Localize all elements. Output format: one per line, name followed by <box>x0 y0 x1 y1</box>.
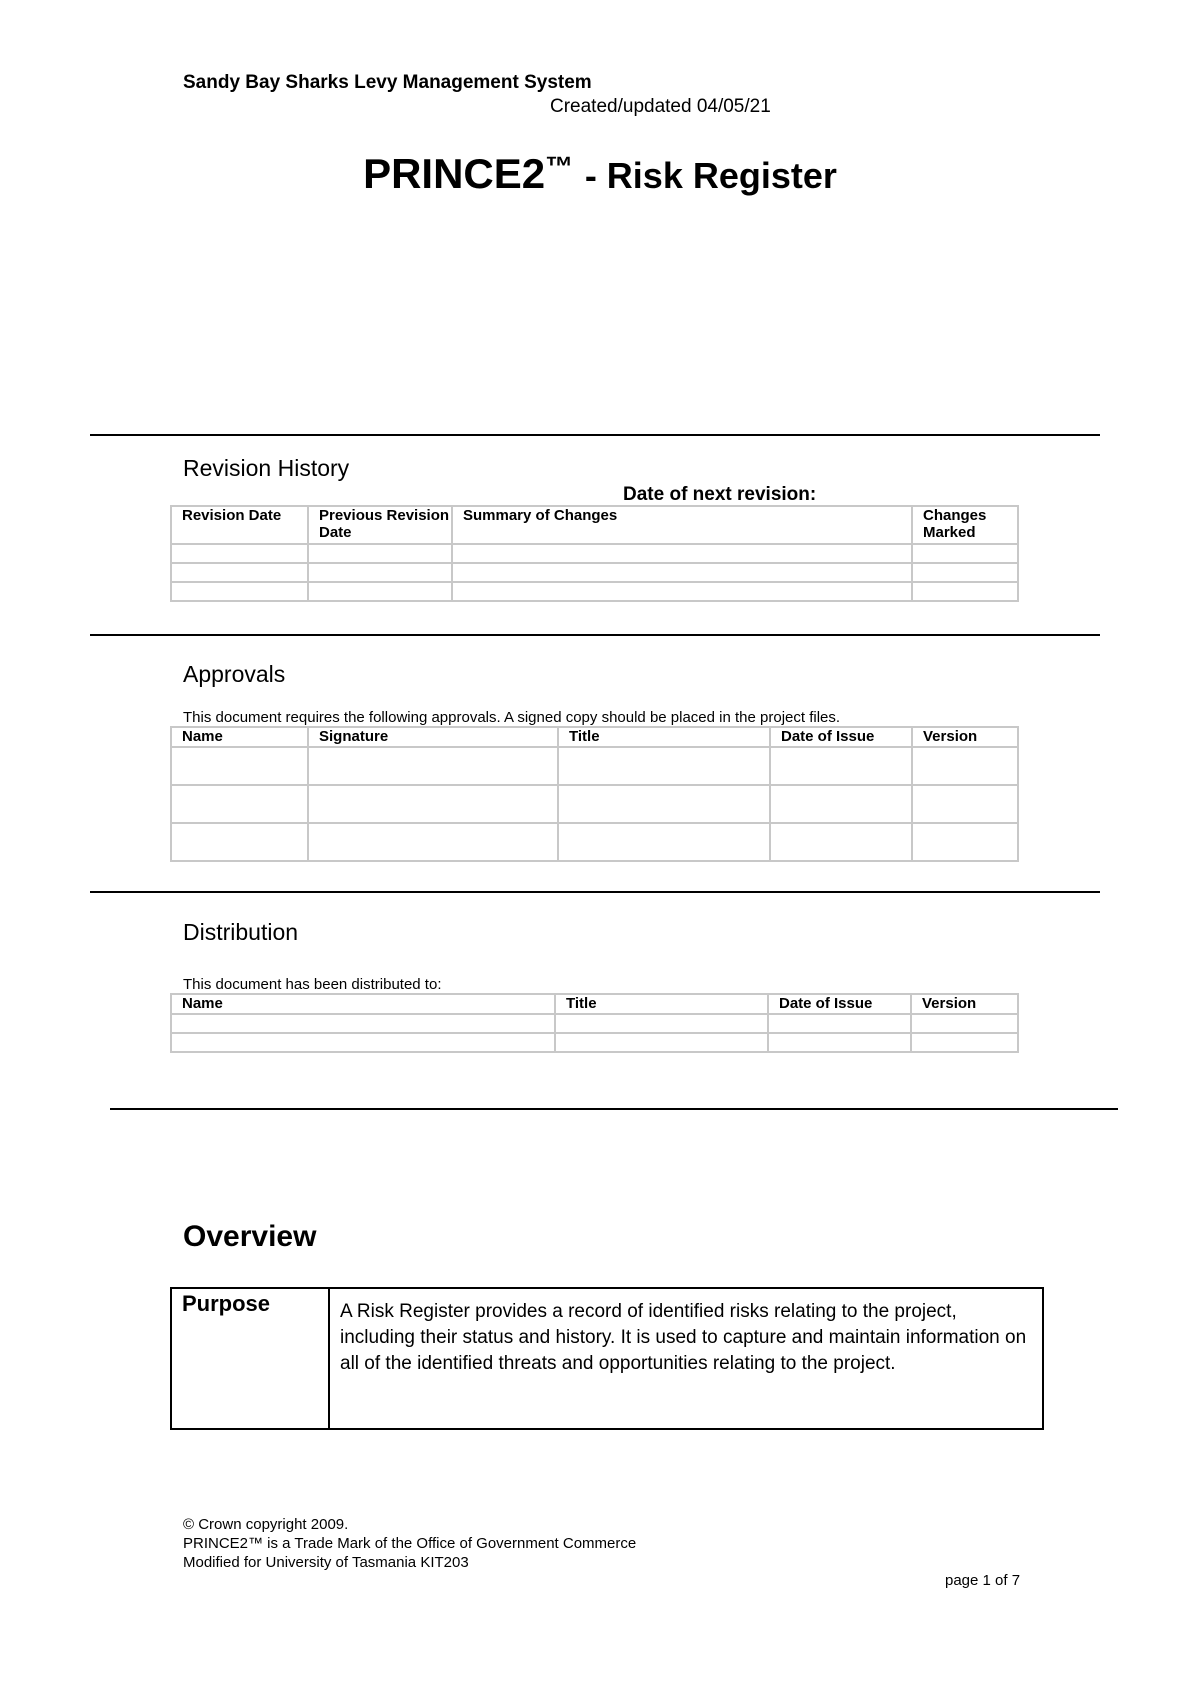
table-cell[interactable] <box>308 747 558 785</box>
table-cell[interactable] <box>912 563 1018 582</box>
revision-history-table <box>170 505 1019 602</box>
purpose-text: A Risk Register provides a record of identified risks relating to the project, including their status and history. It is used to capture and maintain information on all of the identified threats and opportunities relating to the project. <box>329 1288 1043 1429</box>
column-header: Signature <box>308 727 558 747</box>
column-header: Name <box>171 994 555 1014</box>
purpose-label: Purpose <box>171 1288 329 1429</box>
table-cell[interactable] <box>308 582 452 601</box>
overview-heading: Overview <box>183 1220 317 1253</box>
table-cell[interactable] <box>308 823 558 861</box>
table-cell[interactable] <box>912 785 1018 823</box>
table-row <box>171 1033 1018 1052</box>
table-header-row <box>171 506 1018 544</box>
table-cell[interactable] <box>171 1014 555 1033</box>
table-row <box>171 544 1018 563</box>
document-title <box>0 150 1200 198</box>
section-divider <box>90 891 1100 893</box>
table-cell[interactable] <box>171 1033 555 1052</box>
table-cell[interactable] <box>912 747 1018 785</box>
column-header: Changes Marked <box>912 506 1018 544</box>
table-cell[interactable] <box>308 544 452 563</box>
table-cell[interactable] <box>911 1033 1018 1052</box>
table-cell[interactable] <box>770 747 912 785</box>
title-main: PRINCE2 <box>363 150 546 197</box>
table-cell[interactable] <box>171 563 308 582</box>
modified-text: Modified for University of Tasmania KIT203 <box>183 1554 469 1571</box>
table-header-row <box>171 994 1018 1014</box>
table-row <box>171 823 1018 861</box>
column-header: Title <box>558 727 770 747</box>
distribution-intro: This document has been distributed to: <box>183 976 442 993</box>
column-header: Version <box>912 727 1018 747</box>
table-cell[interactable] <box>912 544 1018 563</box>
table-cell[interactable] <box>768 1014 911 1033</box>
table-cell[interactable] <box>912 582 1018 601</box>
table-cell[interactable] <box>308 785 558 823</box>
table-row <box>171 563 1018 582</box>
table-cell[interactable] <box>768 1033 911 1052</box>
page-number: page 1 of 7 <box>945 1572 1021 1589</box>
created-date: Created/updated 04/05/21 <box>550 96 771 117</box>
trademark-text: PRINCE2™ is a Trade Mark of the Office of Government Commerce <box>183 1535 637 1552</box>
next-revision-label: Date of next revision: <box>623 484 817 505</box>
footer-notes <box>183 1515 636 1572</box>
table-cell[interactable] <box>912 823 1018 861</box>
table-row <box>171 582 1018 601</box>
column-header: Previous Revision Date <box>308 506 452 544</box>
table-cell[interactable] <box>770 823 912 861</box>
project-name: Sandy Bay Sharks Levy Management System <box>183 72 592 93</box>
approvals-table <box>170 726 1019 862</box>
distribution-table <box>170 993 1019 1053</box>
table-cell[interactable] <box>452 582 912 601</box>
approvals-heading: Approvals <box>183 661 286 687</box>
section-divider <box>110 1108 1118 1110</box>
section-divider <box>90 634 1100 636</box>
table-row <box>171 785 1018 823</box>
table-cell[interactable] <box>171 747 308 785</box>
column-header: Title <box>555 994 768 1014</box>
column-header: Name <box>171 727 308 747</box>
title-trademark: ™ <box>545 151 574 182</box>
column-header: Revision Date <box>171 506 308 544</box>
section-divider <box>90 434 1100 436</box>
table-cell[interactable] <box>558 785 770 823</box>
table-row <box>171 747 1018 785</box>
approvals-intro: This document requires the following approvals. A signed copy should be placed in the project files. <box>183 709 841 726</box>
column-header: Version <box>911 994 1018 1014</box>
column-header: Date of Issue <box>768 994 911 1014</box>
copyright-text: © Crown copyright 2009. <box>183 1516 349 1533</box>
table-cell[interactable] <box>171 823 308 861</box>
column-header: Date of Issue <box>770 727 912 747</box>
table-cell[interactable] <box>308 563 452 582</box>
purpose-table <box>170 1287 1044 1430</box>
table-cell[interactable] <box>171 544 308 563</box>
distribution-heading: Distribution <box>183 919 299 945</box>
table-cell[interactable] <box>555 1033 768 1052</box>
table-cell[interactable] <box>770 785 912 823</box>
table-cell[interactable] <box>452 544 912 563</box>
table-cell[interactable] <box>555 1014 768 1033</box>
table-cell[interactable] <box>171 582 308 601</box>
title-rest: - Risk Register <box>584 155 837 196</box>
revision-history-heading: Revision History <box>183 455 350 481</box>
table-cell[interactable] <box>558 747 770 785</box>
table-row <box>171 1014 1018 1033</box>
table-cell[interactable] <box>452 563 912 582</box>
table-cell[interactable] <box>558 823 770 861</box>
column-header: Summary of Changes <box>452 506 912 544</box>
table-cell[interactable] <box>171 785 308 823</box>
table-header-row <box>171 727 1018 747</box>
table-cell[interactable] <box>911 1014 1018 1033</box>
